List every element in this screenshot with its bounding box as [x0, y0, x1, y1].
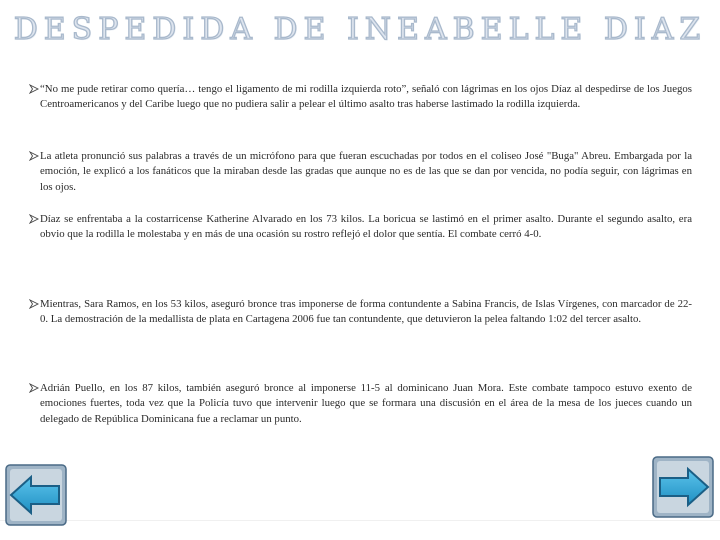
bullet-text: Adrián Puello, en los 87 kilos, también aseguró bronce al imponerse 11-5 al dominicano Juan Mora. Este combate tampoco estuvo exento de emociones fuertes, toda vez que la Policía tuvo que intervenir luego que se formara una discusión en el área de la mesa de los jueces cuando un delegado de República Dominicana fue a reclamar un punto.: [40, 382, 692, 425]
arrow-left-icon: [5, 464, 67, 526]
bullet-item: [40, 82, 692, 113]
arrowhead-bullet-icon: [29, 383, 39, 393]
next-slide-button[interactable]: [652, 456, 714, 518]
arrowhead-bullet-icon: [29, 299, 39, 309]
bullet-item: [40, 381, 692, 427]
arrow-right-icon: [652, 456, 714, 518]
slide-title: DESPEDIDA DE INEABELLE DIAZ: [13, 12, 707, 47]
bullet-item: [40, 212, 692, 243]
bullet-text: “No me pude retirar como quería… tengo el ligamento de mi rodilla izquierda roto”, señaló con lágrimas en los ojos Díaz al despedirse de los Juegos Centroamericanos y del Caribe luego que no pudiera salir a pelear el último asalto tras haberse lastimado la rodilla izquierda.: [40, 83, 692, 111]
bullet-text: La atleta pronunció sus palabras a través de un micrófono para que fueran escuchadas por todos en el coliseo José "Buga" Abreu. Embargada por la emoción, le explicó a los fanáticos que la miraban desde las gradas que aunque no es de las que se dan por vencida, no podía seguir, con lágrimas en los ojos.: [40, 150, 692, 193]
bullet-text: Mientras, Sara Ramos, en los 53 kilos, aseguró bronce tras imponerse de forma contundente a Sabina Francis, de Islas Vírgenes, con marcador de 22-0. La demostración de la medallista de plata en Cartagena 2006 fue tan contundente, que detuvieron la pelea faltando 1:02 del tercer asalto.: [40, 298, 692, 326]
footer-divider: [0, 520, 720, 521]
arrowhead-bullet-icon: [29, 151, 39, 161]
arrowhead-bullet-icon: [29, 84, 39, 94]
previous-slide-button[interactable]: [5, 464, 67, 526]
bullet-item: [40, 149, 692, 195]
bullet-item: [40, 297, 692, 328]
arrowhead-bullet-icon: [29, 214, 39, 224]
bullet-text: Díaz se enfrentaba a la costarricense Katherine Alvarado en los 73 kilos. La boricua se lastimó en el primer asalto. Durante el segundo asalto, era obvio que la rodilla le molestaba y en más de una ocasión su rostro reflejó el dolor que sentía. El combate cerró 4-0.: [40, 213, 692, 241]
